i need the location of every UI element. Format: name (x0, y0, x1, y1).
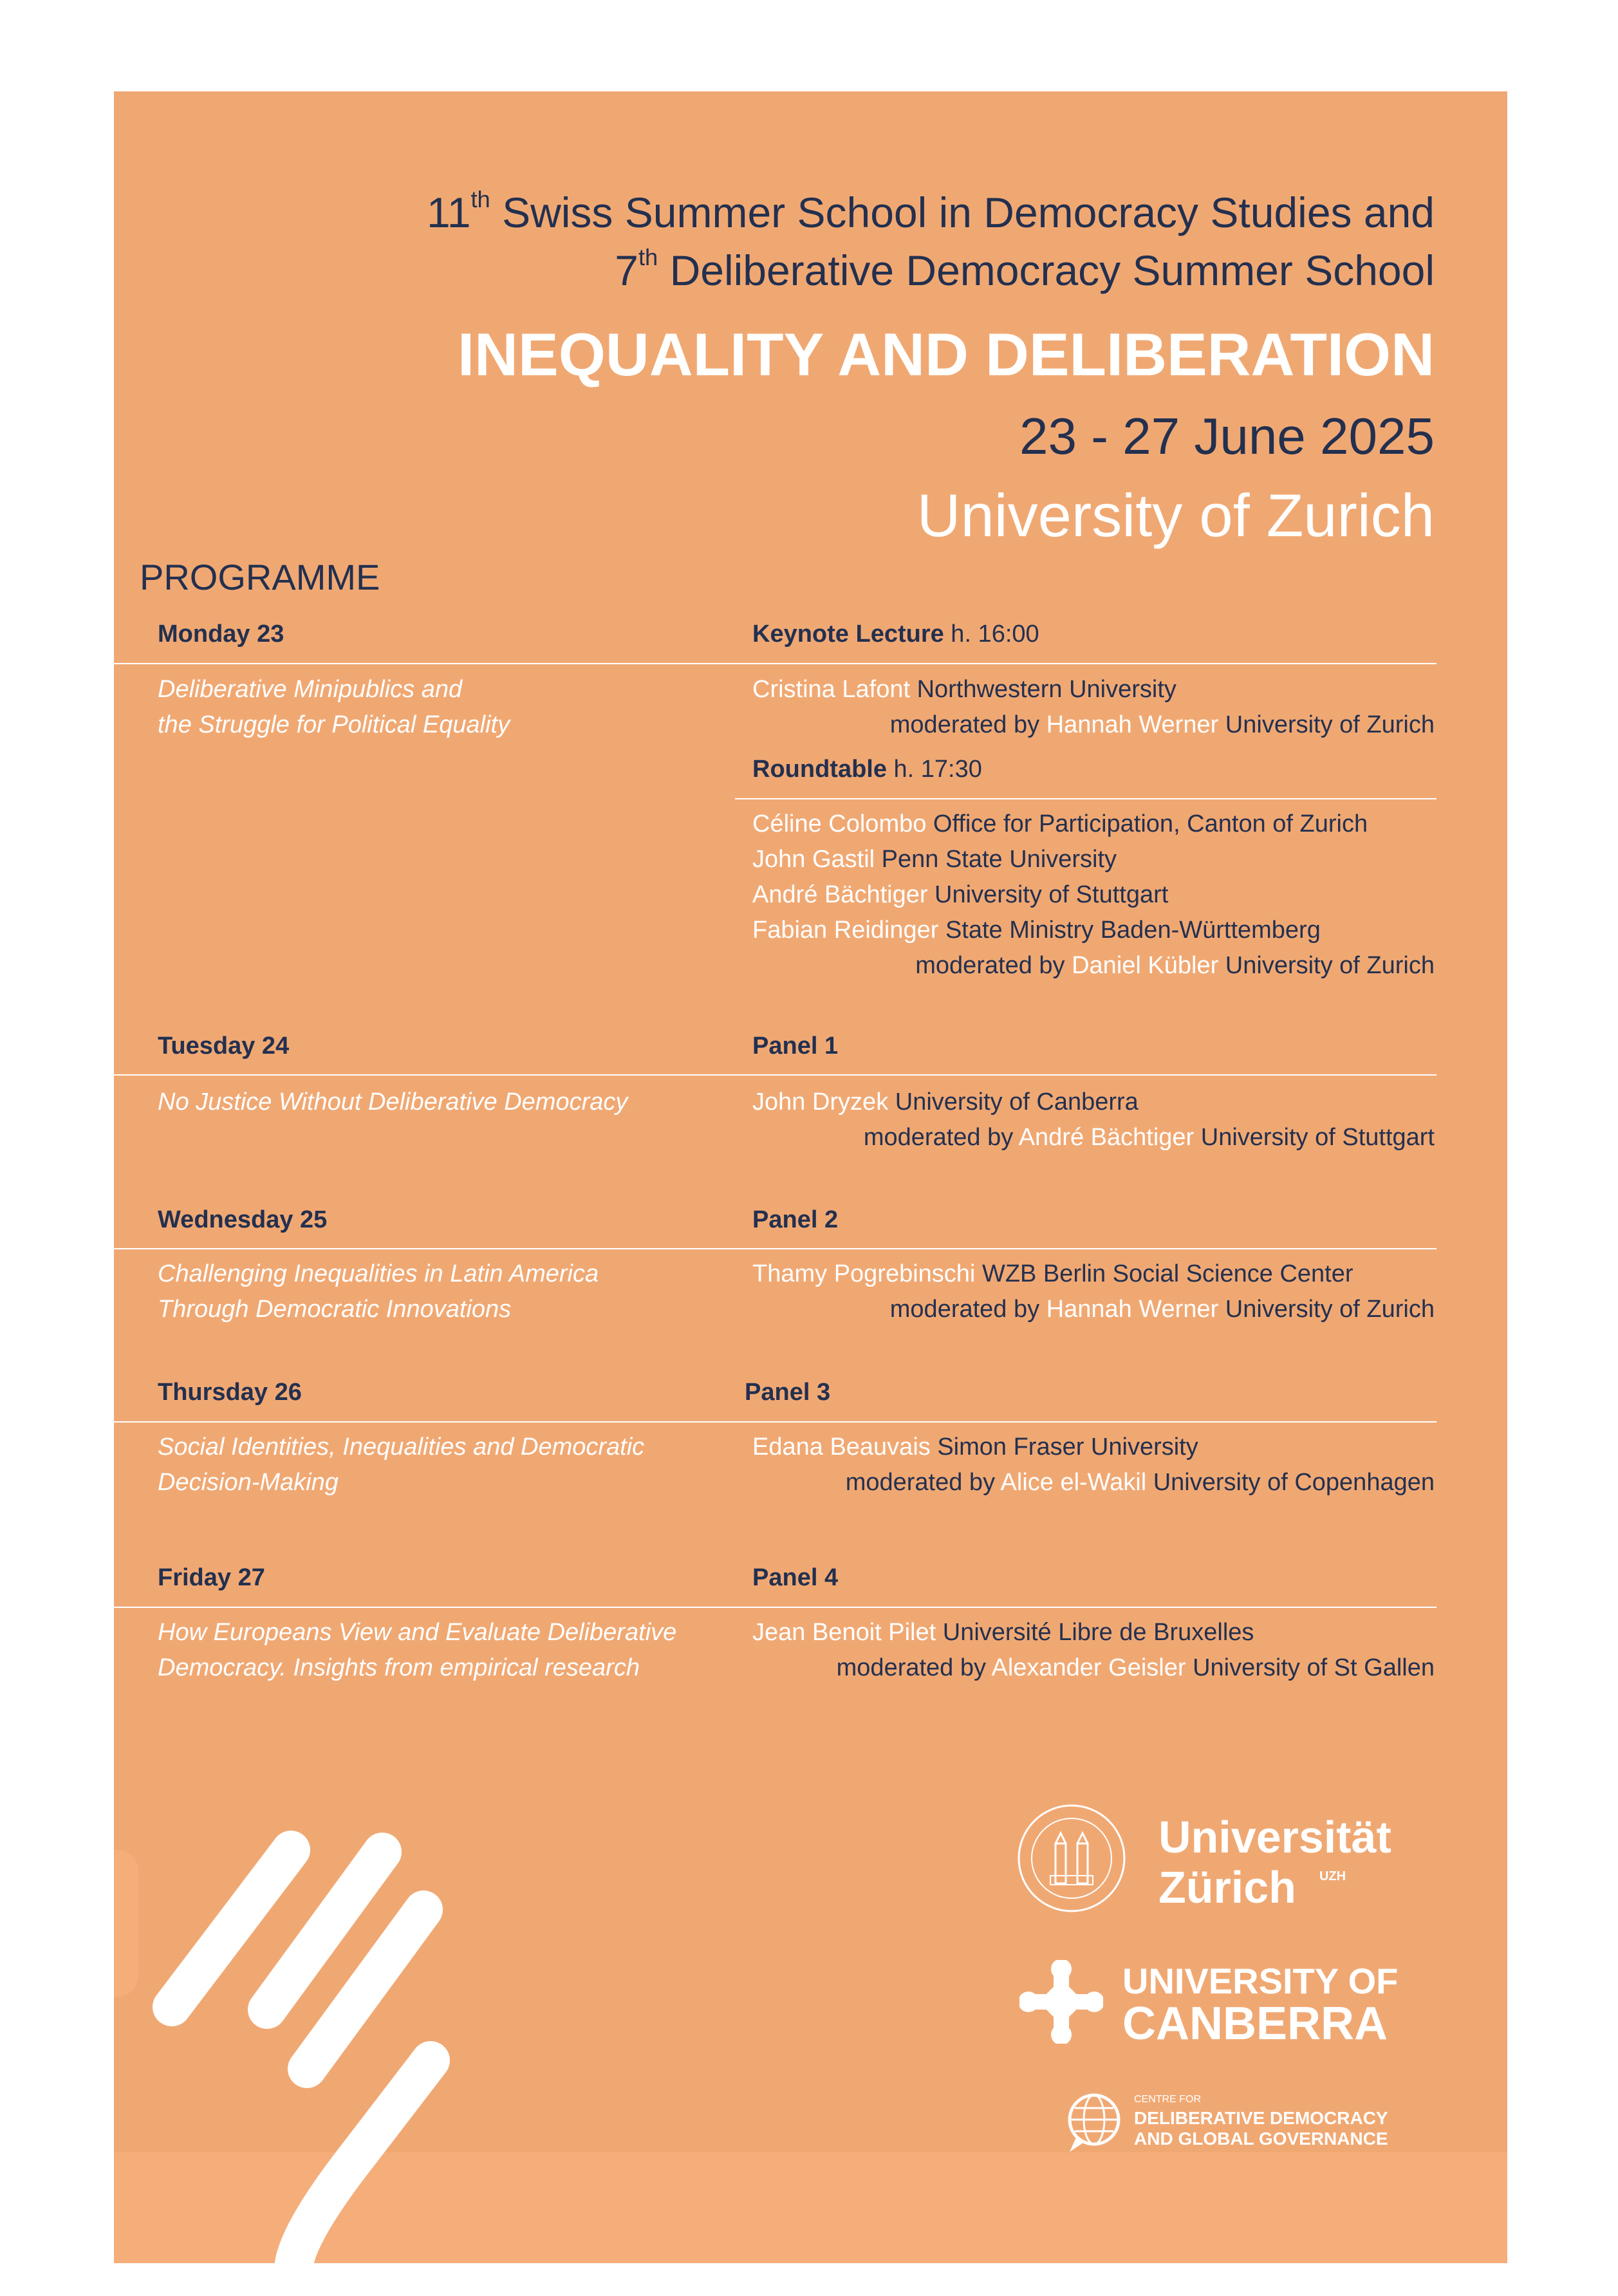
day-topic: Challenging Inequalities in Latin America Through Democratic Innovations (158, 1260, 599, 1323)
event-title-line-1: 11th Swiss Summer School in Democracy Studies and (426, 186, 1435, 236)
speaker: Céline Colombo Office for Participation, Canton of Zurich (752, 810, 1368, 837)
divider (114, 663, 1437, 664)
session-heading: Panel 4 (752, 1564, 839, 1591)
day-heading: Tuesday 24 (158, 1032, 290, 1059)
event-title-line-2: 7th Deliberative Democracy Summer School (615, 244, 1435, 294)
uzh-name-line-1: Universität (1158, 1812, 1391, 1862)
canberra-logo (1019, 1955, 1406, 2058)
side-tab-shape (114, 1850, 162, 1998)
uzh-mark: UZH (1319, 1869, 1346, 1883)
speaker: John Dryzek University of Canberra (752, 1088, 1139, 1115)
moderator: moderated by Alice el-Wakil University of Copenhagen (845, 1469, 1435, 1496)
event-dates: 23 - 27 June 2025 (1019, 407, 1435, 465)
poster (114, 91, 1507, 2263)
centre-small-label: CENTRE FOR (1134, 2094, 1201, 2105)
session-heading: Panel 2 (752, 1206, 839, 1233)
divider (114, 1421, 1437, 1423)
centre-logo (1062, 2090, 1397, 2161)
canberra-name-line-2: CANBERRA (1122, 1998, 1388, 2049)
speaker: John Gastil Penn State University (752, 846, 1117, 873)
day-heading: Monday 23 (158, 621, 284, 648)
canberra-name-line-1: UNIVERSITY OF (1122, 1961, 1399, 2001)
moderator: moderated by Alexander Geisler University of St Gallen (836, 1654, 1435, 1681)
session-heading: Keynote Lecture h. 16:00 (752, 621, 1039, 648)
event-location: University of Zurich (916, 481, 1435, 549)
day-topic: How Europeans View and Evaluate Deliberative Democracy. Insights from empirical research (158, 1619, 677, 1681)
canberra-cross-icon (1019, 1960, 1103, 2044)
day-heading: Friday 27 (158, 1564, 265, 1591)
moderator: moderated by Hannah Werner University of Zurich (889, 711, 1435, 738)
day-topic: No Justice Without Deliberative Democracy (158, 1088, 628, 1115)
speaker: Cristina Lafont Northwestern University (752, 676, 1176, 703)
hand-graphic (114, 1720, 500, 2263)
day-heading: Wednesday 25 (158, 1206, 328, 1233)
theme-title: INEQUALITY AND DELIBERATION (458, 321, 1435, 388)
globe-speech-icon (1062, 2090, 1126, 2154)
session-heading: Panel 1 (752, 1032, 839, 1059)
divider (114, 1074, 1437, 1076)
uzh-seal-icon (1017, 1804, 1126, 1913)
moderator: moderated by Hannah Werner University of Zurich (889, 1296, 1435, 1323)
divider (114, 1248, 1437, 1249)
session-heading: Roundtable h. 17:30 (752, 756, 982, 783)
moderator: moderated by Daniel Kübler University of Zurich (915, 952, 1435, 979)
moderator: moderated by André Bächtiger University of Stuttgart (863, 1124, 1435, 1151)
day-topic: Deliberative Minipublics and the Struggle for Political Equality (158, 676, 510, 738)
uzh-logo (1017, 1804, 1403, 1913)
speaker: Fabian Reidinger State Ministry Baden-Württemberg (752, 917, 1321, 944)
divider (114, 1607, 1437, 1608)
speaker: Thamy Pogrebinschi WZB Berlin Social Science Center (752, 1260, 1353, 1287)
speaker: André Bächtiger University of Stuttgart (752, 881, 1169, 908)
divider (735, 798, 1437, 799)
day-topic: Social Identities, Inequalities and Democratic Decision-Making (158, 1433, 645, 1496)
centre-name-line-1: DELIBERATIVE DEMOCRACY (1134, 2108, 1388, 2128)
speaker: Edana Beauvais Simon Fraser University (752, 1433, 1198, 1461)
speaker: Jean Benoit Pilet Université Libre de Bruxelles (752, 1619, 1254, 1646)
centre-name-line-2: AND GLOBAL GOVERNANCE (1134, 2129, 1388, 2149)
uzh-name-line-2: Zürich (1158, 1862, 1296, 1912)
session-heading: Panel 3 (745, 1379, 831, 1406)
day-heading: Thursday 26 (158, 1379, 302, 1406)
programme-heading: PROGRAMME (140, 557, 380, 597)
